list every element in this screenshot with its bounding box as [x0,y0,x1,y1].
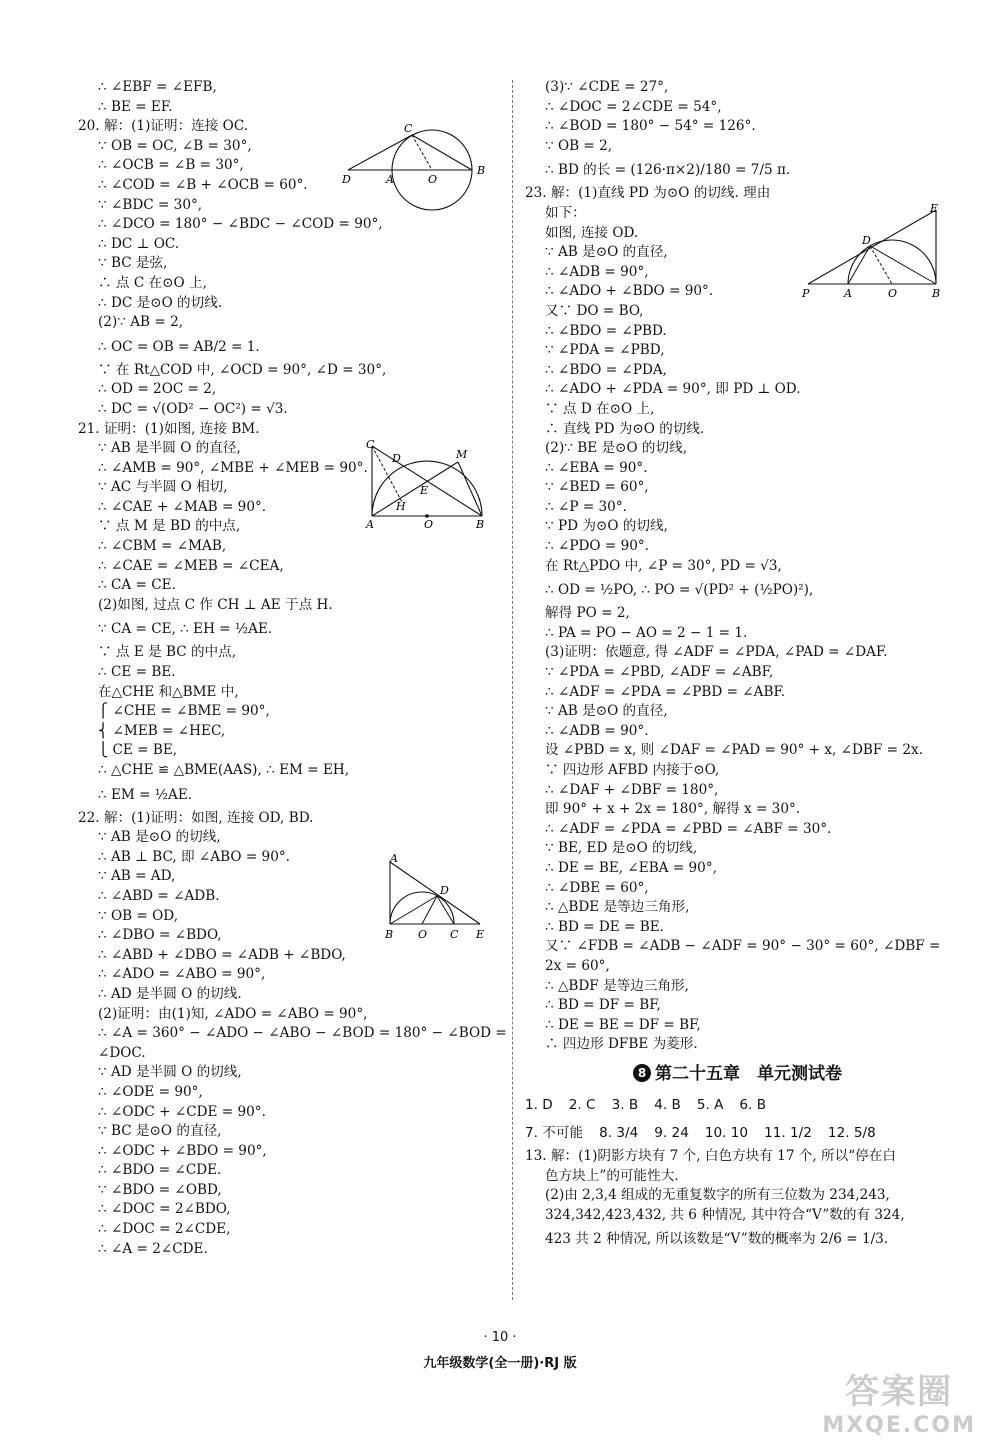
solution-line: ∵ 点 E 是 BC 的中点, [98,644,237,661]
solution-line: ∴ ∠ADB = 90°, [545,263,649,280]
solution-line: ∠DOC. [98,1044,146,1061]
solution-line: 21. 证明：(1)如图, 连接 BM. [78,420,260,437]
fig23-label-b: B [932,287,941,300]
solution-line: 又∵ DO = BO, [545,302,644,319]
solution-line: ∵ AD 是半圆 O 的切线, [98,1064,242,1081]
answer-item: 11. 1/2 [764,1124,812,1141]
fig22-label-o: O [418,928,428,941]
solution-line: ∴ ∠ADF = ∠PDA = ∠PBD = ∠ABF. [545,683,786,700]
answer-row [525,1091,950,1119]
fig21-label-o: O [424,518,434,531]
solution-line: ∴ △BDE 是等边三角形, [545,899,690,916]
solution-line: ∴ ∠ADO = ∠ABO = 90°, [98,966,266,983]
edition-label: 九年级数学(全一册)·RJ 版 [423,1356,577,1371]
fig21-label-h: H [396,500,406,513]
solution-line: ∴ AB ⊥ BC, 即 ∠ABO = 90°. [98,848,290,865]
solution-line: ∴ PA = PO − AO = 2 − 1 = 1. [545,624,748,641]
solution-line: ∴ ∠EBF = ∠EFB, [98,79,217,95]
solution-line: ∵ PD 为⊙O 的切线, [545,518,668,535]
solution-line: ∴ 直线 PD 为⊙O 的切线. [545,420,705,437]
solution-line: ∵ BC 是⊙O 的直径, [98,1123,222,1140]
solution-line: ∴ DC 是⊙O 的切线. [98,294,223,311]
solution-line: ∵ OB = OC, ∠B = 30°, [98,137,252,154]
fig20-label-o: O [428,173,438,186]
solution-line: ∴ DE = BE = DF = BF, [545,1016,701,1033]
solution-line: ∵ 点 M 是 BD 的中点, [98,518,241,535]
answer-item: 2. C [568,1096,596,1113]
solution-line: ∴ △CHE ≌ △BME(AAS), ∴ EM = EH, [98,762,350,778]
solution-line: ∴ EM = ½AE. [98,786,193,803]
section-number-badge: 8 [633,1064,651,1082]
solution-line: ∴ AD 是半圆 O 的切线. [98,985,242,1002]
solution-line: ∴ △BDF 是等边三角形, [545,977,689,994]
solution-line: ∵ ∠BED = 60°, [545,479,649,496]
watermark [822,1364,976,1438]
figure-23 [798,200,948,300]
answer-item: 4. B [654,1096,681,1113]
solution-line: ∵ ∠PDA = ∠PBD, [545,342,665,359]
figure-22 [380,852,492,944]
answer-item: 8. 3/4 [599,1124,639,1141]
solution-line: (3)∵ ∠CDE = 27°, [545,79,669,95]
solution-line: ∴ BE = EF. [98,98,173,115]
solution-line: 20. 解：(1)证明：连接 OC. [78,118,249,135]
q13-line: 423 共 2 种情况, 所以该数是“V”数的概率为 2/6 = 1/3. [545,1231,889,1248]
solution-line: ∴ ∠OCB = ∠B = 30°, [98,157,244,174]
fig23-label-o: O [888,287,898,300]
watermark-top: 答案圈 [845,1372,954,1412]
solution-line: ∵ 四边形 AFBD 内接于⊙O, [545,762,720,778]
solution-line: (2)如图, 过点 C 作 CH ⊥ AE 于点 H. [98,596,333,613]
solution-line: (2)证明：由(1)知, ∠ADO = ∠ABO = 90°, [98,1005,368,1022]
solution-line: ∵ AC 与半圆 O 相切, [98,479,228,496]
q13-line: 13. 解：(1)阴影方块有 7 个, 白色方块有 17 个, 所以“停在白 [525,1147,896,1164]
solution-line: ∵ AB 是⊙O 的切线, [98,829,221,846]
solution-line: ∴ ∠DOC = 2∠CDE = 54°, [545,98,722,115]
figure-21 [362,436,492,536]
figure-20 [338,118,498,218]
solution-line: 解得 PO = 2, [545,605,630,622]
solution-line: ∵ AB 是半圆 O 的直径, [98,440,241,457]
solution-line: 设 ∠PBD = x, 则 ∠DAF = ∠PAD = 90° + x, ∠DBF = 2x. [545,742,924,759]
solution-line: ∵ CA = CE, ∴ EH = ½AE. [98,621,273,638]
solution-line: ∴ ∠BOD = 180° − 54° = 126°. [545,118,756,135]
solution-line: (3)证明：依题意, 得 ∠ADF = ∠PDA, ∠PAD = ∠DAF. [545,644,888,661]
solution-line: ∴ ∠ODC + ∠BDO = 90°, [98,1142,267,1159]
solution-line: 23. 解：(1)直线 PD 为⊙O 的切线. 理由 [525,185,771,202]
solution-line: 即 90° + x + 2x = 180°, 解得 x = 30°. [545,801,801,818]
fig22-label-b: B [385,928,394,941]
fig23-label-d: D [862,234,871,247]
solution-line: ∵ AB 是⊙O 的直径, [545,703,668,720]
solution-line: 22. 解：(1)证明：如图, 连接 OD, BD. [78,809,314,826]
solution-line: 2x = 60°, [545,957,610,974]
solution-line: ∴ ∠ADF = ∠PDA = ∠PBD = ∠ABF = 30°. [545,820,832,837]
page-number: · 10 · [483,1330,517,1345]
solution-line: ∴ OD = 2OC = 2, [98,381,217,398]
answer-item: 6. B [739,1096,767,1113]
fig21-label-d: D [392,452,401,465]
solution-line: ∴ ∠PDO = 90°. [545,538,649,555]
solution-line: ∵ ∠PDA = ∠PBD, ∠ADF = ∠ABF, [545,664,774,681]
fig20-label-c: C [404,122,413,135]
answer-item: 9. 24 [654,1124,689,1141]
answer-item: 7. 不可能 [525,1124,584,1141]
fig22-label-d: D [440,884,449,897]
solution-line: ∴ ∠BDO = ∠PDA, [545,361,667,378]
solution-line: ∴ ∠DOC = 2∠BDO, [98,1201,231,1218]
solution-line: ∴ ∠ADO + ∠PDA = 90°, 即 PD ⊥ OD. [545,381,801,398]
solution-line: 如下： [545,204,586,221]
fig22-label-c: C [450,928,459,941]
fig21-label-b: B [476,518,485,531]
solution-line: 在 Rt△PDO 中, ∠P = 30°, PD = √3, [545,557,782,574]
fig20-label-b: B [477,164,486,177]
solution-line: ∴ ∠COD = ∠B + ∠OCB = 60°. [98,176,308,193]
fig23-label-a: A [844,287,852,300]
solution-line: (2)∵ BE 是⊙O 的切线, [545,440,688,457]
fig23-label-e: E [930,202,939,215]
solution-line: ∴ 四边形 DFBE 为菱形. [545,1036,698,1053]
solution-line: ∵ 点 D 在⊙O 上, [545,400,655,417]
solution-line: ∴ ∠ADB = 90°. [545,722,649,739]
solution-line: ∴ CE = BE. [98,664,176,681]
fig21-label-e: E [420,484,429,497]
solution-line: ∴ BD = DE = BE. [545,918,664,935]
solution-line: ∵ OB = OD, [98,907,179,924]
solution-line: 在△CHE 和△BME 中, [98,683,239,700]
solution-line: ∵ ∠BDO = ∠OBD, [98,1181,222,1198]
solution-line: ∴ ∠CAE + ∠MAB = 90°. [98,498,267,515]
solution-line: ∴ BD = DF = BF, [545,997,661,1014]
solution-line: ⎧ ∠CHE = ∠BME = 90°, [98,703,270,720]
solution-line: (2)∵ AB = 2, [98,314,184,331]
solution-line: ∴ ∠P = 30°. [545,498,627,515]
q13-line: 色方块上”的可能性大. [545,1167,679,1184]
solution-line: ∴ DC = √(OD² − OC²) = √3. [98,400,288,417]
answer-item: 12. 5/8 [827,1124,876,1141]
solution-line: ∴ CA = CE. [98,577,176,594]
solution-line: ∵ AB 是⊙O 的直径, [545,244,668,261]
solution-line: ∴ BD 的长 = (126·π×2)/180 = 7/5 π. [545,162,791,179]
fig21-label-c: C [366,438,375,451]
q13-line: (2)由 2,3,4 组成的无重复数字的所有三位数为 234,243, [545,1187,890,1204]
fig21-label-m: M [456,448,468,461]
solution-line: ∴ ∠CBM = ∠MAB, [98,538,227,555]
solution-line: ∵ OB = 2, [545,137,613,154]
solution-line: ∵ 在 Rt△COD 中, ∠OCD = 90°, ∠D = 30°, [98,361,387,378]
solution-line: ∵ BE, ED 是⊙O 的切线, [545,840,698,857]
left-column [78,78,507,1259]
solution-line: ⎨ ∠MEB = ∠HEC, [98,722,226,739]
fig20-label-a: A [386,173,394,186]
solution-line: ∴ ∠A = 2∠CDE. [98,1240,208,1257]
fig22-label-e: E [476,928,485,941]
solution-line: ∴ ∠BDO = ∠CDE. [98,1162,222,1179]
watermark-bottom: MXQE.COM [822,1413,976,1438]
q13-line: 324,342,423,432, 共 6 种情况, 其中符合“V”数的有 324, [545,1206,905,1223]
section-title-text: 第二十五章 单元测试卷 [655,1063,842,1084]
solution-line: ∴ ∠ODC + ∠CDE = 90°. [98,1103,266,1120]
fig21-label-a: A [366,518,374,531]
solution-line: ∴ ∠DCO = 180° − ∠BDC − ∠COD = 90°, [98,216,383,233]
solution-line: ∴ ∠DBE = 60°, [545,879,649,896]
answer-row [525,1119,950,1147]
solution-line: ∴ ∠A = 360° − ∠ADO − ∠ABO − ∠BOD = 180° − ∠BOD = [98,1025,507,1042]
solution-line: ∴ ∠ABD = ∠ADB. [98,887,220,904]
solution-line: ∴ OC = OB = AB/2 = 1. [98,338,260,355]
solution-line: ∴ OD = ½PO, ∴ PO = √(PD² + (½PO)²), [545,582,814,599]
solution-line: ∴ ∠ADO + ∠BDO = 90°. [545,283,714,300]
answer-item: 10. 10 [704,1124,749,1141]
solution-line: ∵ ∠BDC = 30°, [98,196,203,213]
column-divider [512,80,513,1300]
solution-line: 又∵ ∠FDB = ∠ADB − ∠ADF = 90° − 30° = 60°, ∠DBF = [545,938,941,955]
solution-line: ∴ ∠AMB = 90°, ∠MBE + ∠MEB = 90°. [98,459,368,476]
fig22-label-a: A [390,852,398,865]
solution-line: ∵ AB = AD, [98,868,176,885]
answer-item: 5. A [696,1096,724,1113]
solution-line: ∴ ∠ODE = 90°, [98,1083,203,1100]
solution-line: ∴ ∠CAE = ∠MEB = ∠CEA, [98,557,284,574]
section-title [525,1057,950,1091]
solution-line: ∴ ∠DAF + ∠DBF = 180°, [545,781,719,798]
answer-item: 1. D [525,1096,553,1113]
solution-line: ∴ DE = BE, ∠EBA = 90°, [545,859,717,876]
solution-line: 如图, 连接 OD. [545,224,639,241]
fig20-label-d: D [342,173,351,186]
solution-line: ∴ ∠DOC = 2∠CDE, [98,1221,231,1238]
solution-line: ∴ 点 C 在⊙O 上, [98,274,207,291]
solution-line: ∴ ∠DBO = ∠BDO, [98,927,222,944]
solution-line: ∴ DC ⊥ OC. [98,235,180,252]
solution-line: ∴ ∠BDO = ∠PBD. [545,322,667,339]
fig23-label-p: P [802,287,810,300]
solution-line: ∴ ∠ABD + ∠DBO = ∠ADB + ∠BDO, [98,946,346,963]
answer-item: 3. B [611,1096,639,1113]
answer-key [525,1091,950,1147]
solution-line: ∵ BC 是弦, [98,255,168,272]
solution-line: ∴ ∠EBA = 90°. [545,459,648,476]
solution-line: ⎩ CE = BE, [98,742,178,759]
